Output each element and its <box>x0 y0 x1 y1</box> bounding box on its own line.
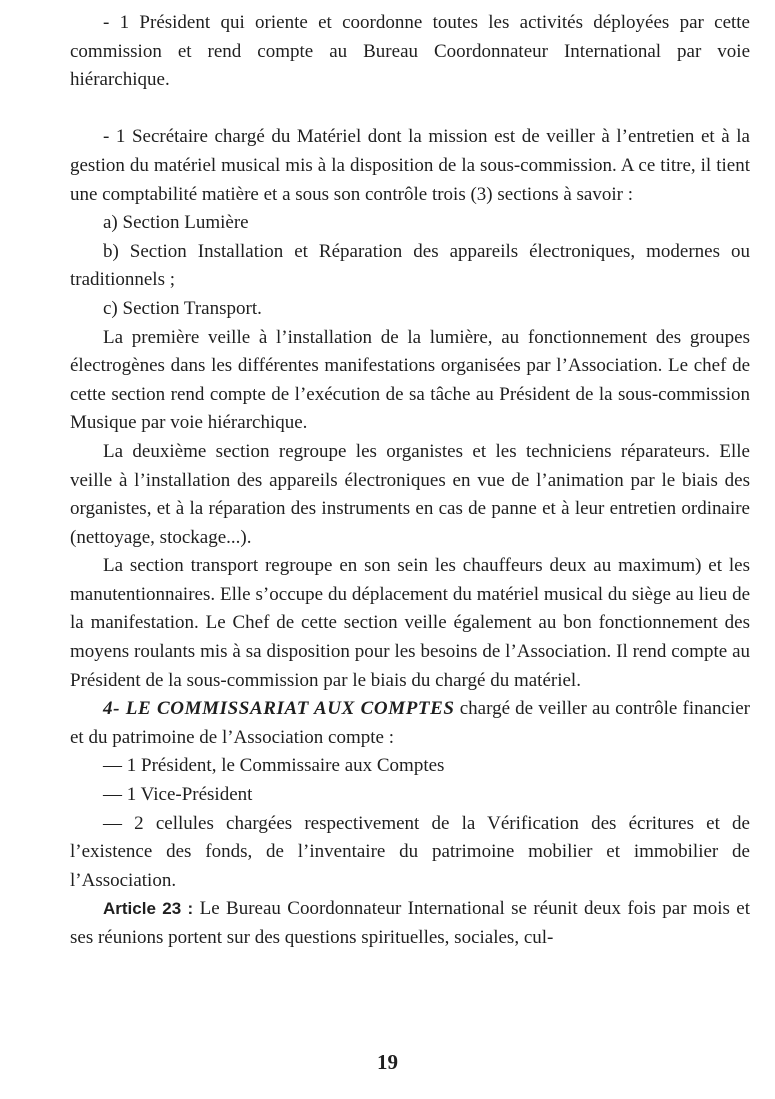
page-number: 19 <box>377 1050 398 1074</box>
list-item-section-b: b) Section Installation et Réparation des appareils électroniques, modernes ou traditionnels ; <box>70 240 750 291</box>
list-item-section-a: a) Section Lumière <box>103 212 249 234</box>
paragraph-premiere-section: La première veille à l’installation de la lumière, au fonctionnement des groupes électrogènes dans les différentes manifestations organisées par l’Association. Le chef de cette section rend compte de l’exécution de sa tâche au Président de la sous-commission Musique par voie hiérarchique. <box>70 326 750 434</box>
paragraph-deuxieme-section: La deuxième section regroupe les organistes et les techniciens réparateurs. Elle veille à l’installation des appareils électroniques en vue de l’animation par le biais des organistes, et à la réparation des instruments en cas de panne et à leur entretien ordinaire (nettoyage, stockage...). <box>70 440 750 548</box>
heading-continuation: chargé de veiller au contrôle financier et du patrimoine de l’Association compte : <box>70 698 750 748</box>
heading-title: 4- LE COMMISSARIAT AUX COMPTES <box>103 698 455 720</box>
spacer <box>70 95 750 124</box>
paragraph-secretaire-materiel: - 1 Secrétaire chargé du Matériel dont la mission est de veiller à l’entretien et à la gestion du matériel musical mis à la disposition de la sous-commission. A ce titre, il tient une comptabilité matière et a sous son contrôle trois (3) sections à savoir : <box>70 126 750 205</box>
paragraph-article-23 <box>70 895 750 952</box>
section-heading-commissariat <box>70 695 750 752</box>
article-label: Article 23 : <box>103 899 194 919</box>
article-text: Le Bureau Coordonnateur International se réunit deux fois par mois et ses réunions portent sur des questions spirituelles, sociales, cul- <box>70 898 750 948</box>
paragraph-section-transport: La section transport regroupe en son sein les chauffeurs deux au maximum) et les manutentionnaires. Elle s’occupe du déplacement du matériel musical du siège au lieu de la manifestation. Le Chef de cette section veille également au bon fonctionnement des moyens roulants mis à sa disposition pour les besoins de l’Association. Il rend compte au Président de la sous-commission par le biais du chargé du matériel. <box>70 555 750 691</box>
document-page <box>70 9 750 953</box>
list-item-president: — 1 Président, le Commissaire aux Comptes <box>103 755 445 777</box>
list-item-section-c: c) Section Transport. <box>103 297 262 319</box>
list-item-vice-president: — 1 Vice-Président <box>103 784 253 806</box>
list-item-cellules: — 2 cellules chargées respectivement de la Vérification des écritures et de l’existence des fonds, de l’inventaire du patrimoine mobilier et immobilier de l’Association. <box>70 812 750 891</box>
paragraph-president: - 1 Président qui oriente et coordonne toutes les activités déployées par cette commission et rend compte au Bureau Coordonnateur International par voie hiérarchique. <box>70 12 750 91</box>
